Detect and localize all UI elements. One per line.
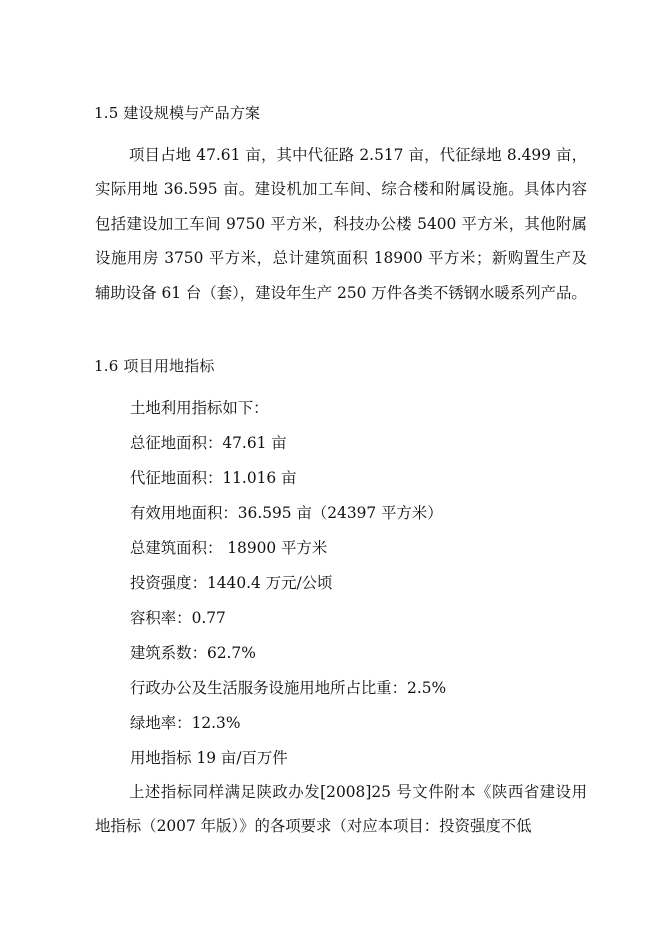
indicator-building-area: 总建筑面积： 18900 平方米 <box>130 539 328 557</box>
indicator-investment-intensity: 投资强度：1440.4 万元/公顷 <box>130 574 333 592</box>
indicator-building-coefficient: 建筑系数：62.7% <box>130 644 256 662</box>
paragraph-scale-and-products: 项目占地 47.61 亩，其中代征路 2.517 亩，代征绿地 8.499 亩，实际用地 36.595 亩。建设机加工车间、综合楼和附属设施。具体内容包括建设加工车间 9750 平方米，科技办公楼 5400 平方米，其他附属设施用房 3750 平方米，总计建筑面积 18900 平方米；新购置生产及辅助设备 61 台（套），建设年生产 250 万件各类不锈钢水暖系列产品。 <box>95 146 587 302</box>
indicator-total-land: 总征地面积：47.61 亩 <box>130 434 287 452</box>
indicator-office-ratio: 行政办公及生活服务设施用地所占比重：2.5% <box>130 679 447 697</box>
indicator-effective-land: 有效用地面积：36.595 亩（24397 平方米） <box>130 504 443 522</box>
indicator-land-per-output: 用地指标 19 亩/百万件 <box>130 749 288 767</box>
indicator-proxy-land: 代征地面积：11.016 亩 <box>130 469 297 487</box>
indicator-green-ratio: 绿地率：12.3% <box>130 714 241 732</box>
paragraph-compliance: 上述指标同样满足陕政办发[2008]25 号文件附本《陕西省建设用地指标（2007 年版）》的各项要求（对应本项目：投资强度不低 <box>95 783 587 836</box>
land-use-intro: 土地利用指标如下： <box>130 399 269 417</box>
indicator-plot-ratio: 容积率：0.77 <box>130 609 226 627</box>
section-heading-1-5: 1.5 建设规模与产品方案 <box>94 104 261 122</box>
section-heading-1-6: 1.6 项目用地指标 <box>94 357 215 375</box>
